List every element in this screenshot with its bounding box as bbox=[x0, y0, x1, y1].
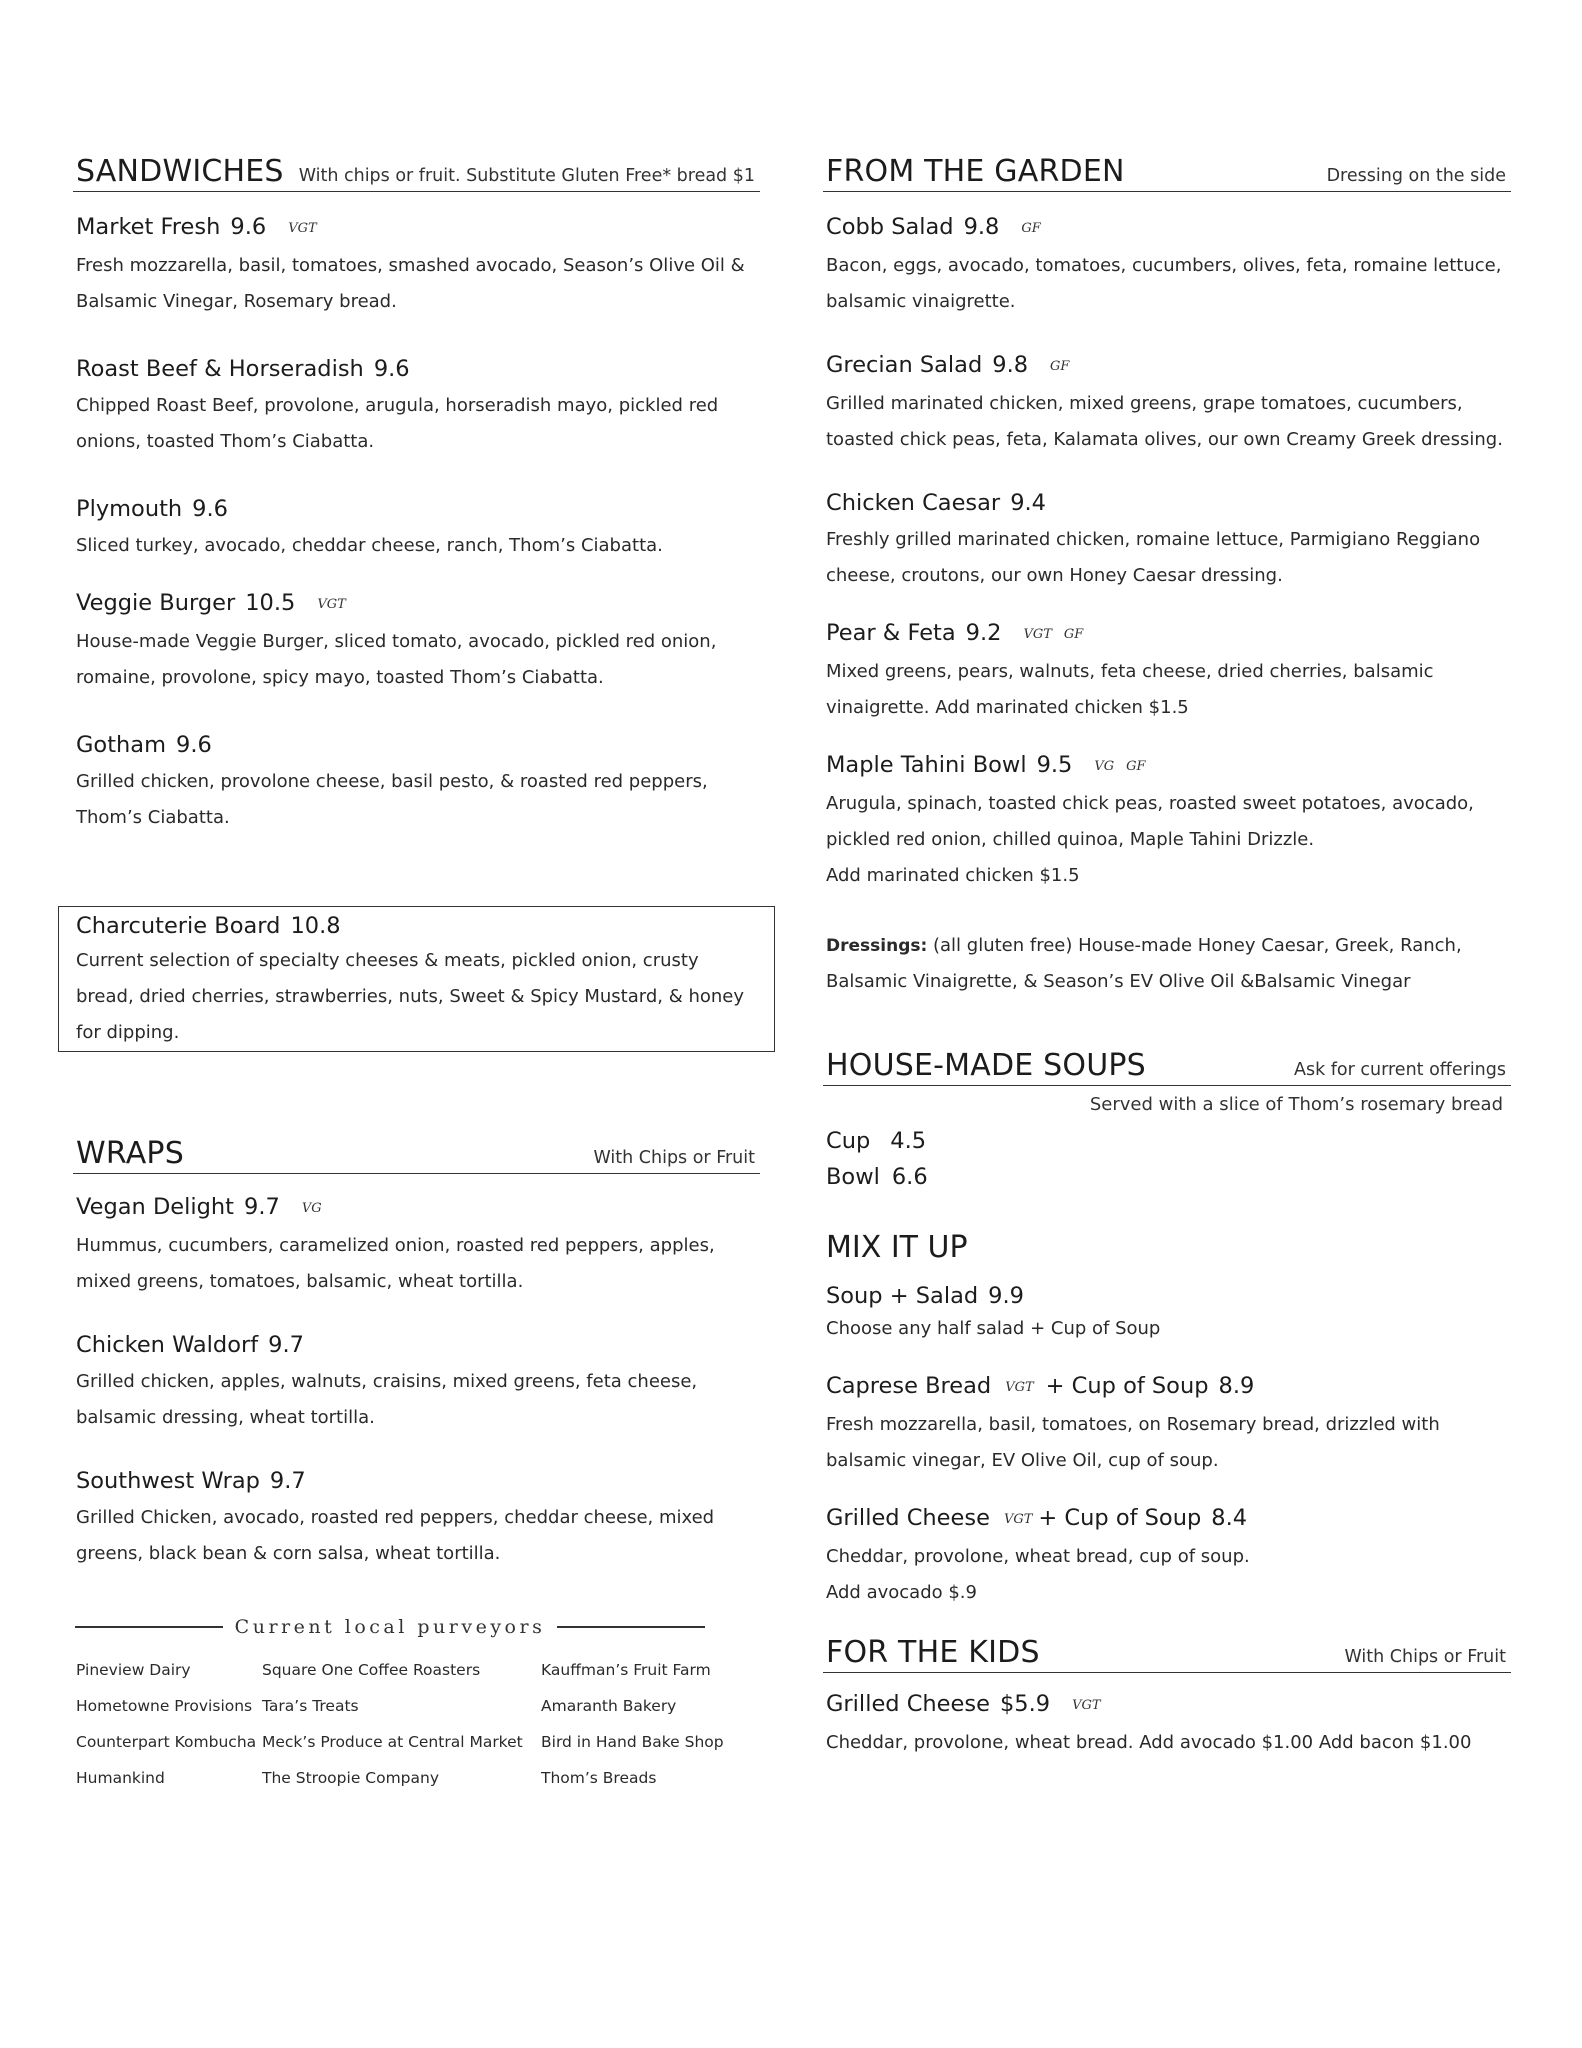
item-price: 9.8 bbox=[992, 352, 1029, 378]
purveyors-title: Current local purveyors bbox=[234, 1616, 546, 1638]
menu-item bbox=[76, 1330, 760, 1436]
item-description: Arugula, spinach, toasted chick peas, roasted sweet potatoes, avocado, pickled red onion, chilled quinoa, Maple Tahini Drizzle. bbox=[826, 793, 1474, 850]
kids-header bbox=[823, 1631, 1511, 1673]
item-price: 8.4 bbox=[1211, 1505, 1248, 1531]
item-price: 10.5 bbox=[245, 590, 296, 616]
item-name: Soup + Salad bbox=[826, 1283, 979, 1309]
item-addon: Add avocado $.9 bbox=[826, 1582, 977, 1603]
item-description: Fresh mozzarella, basil, tomatoes, smashed avocado, Season’s Olive Oil & Balsamic Vinegar, Rosemary bread. bbox=[76, 255, 745, 312]
item-price: 9.4 bbox=[1010, 490, 1046, 516]
item-price: 9.6 bbox=[373, 356, 410, 382]
item-name: Chicken Waldorf bbox=[76, 1332, 259, 1358]
menu-item bbox=[826, 350, 1511, 458]
item-name: Southwest Wrap bbox=[76, 1468, 260, 1494]
purveyor: Pineview Dairy bbox=[76, 1661, 191, 1679]
dressings-note bbox=[826, 928, 1511, 1000]
purveyor: Counterpart Kombucha bbox=[76, 1733, 257, 1751]
item-name: Gotham bbox=[76, 732, 166, 758]
vegetarian-badge-icon: VGT bbox=[288, 221, 317, 236]
item-description: Mixed greens, pears, walnuts, feta cheese, dried cherries, balsamic vinaigrette. Add marinated chicken $1.5 bbox=[826, 661, 1434, 718]
item-description: Freshly grilled marinated chicken, romaine lettuce, Parmigiano Reggiano cheese, croutons, our own Honey Caesar dressing. bbox=[826, 529, 1481, 586]
soup-size-label: Cup bbox=[826, 1128, 871, 1154]
item-name: Grilled Cheese bbox=[826, 1691, 990, 1717]
item-name: Market Fresh bbox=[76, 214, 221, 240]
item-name: Veggie Burger bbox=[76, 590, 236, 616]
item-name: Plymouth bbox=[76, 496, 183, 522]
charcuterie-box bbox=[58, 906, 775, 1052]
vegetarian-badge-icon: VGT bbox=[1072, 1698, 1101, 1713]
menu-item bbox=[826, 618, 1511, 726]
item-description: Cheddar, provolone, wheat bread. Add avocado $1.00 Add bacon $1.00 bbox=[826, 1732, 1472, 1753]
vegetarian-badge-icon: VGT bbox=[1005, 1380, 1034, 1395]
purveyors-list bbox=[76, 1652, 760, 1796]
item-description: House-made Veggie Burger, sliced tomato, avocado, pickled red onion, romaine, provolone, spicy mayo, toasted Thom’s Ciabatta. bbox=[76, 631, 717, 688]
menu-item bbox=[76, 354, 760, 460]
item-price: 9.6 bbox=[192, 496, 228, 522]
item-description: Grilled Chicken, avocado, roasted red peppers, cheddar cheese, mixed greens, black bean & corn salsa, wheat tortilla. bbox=[76, 1507, 715, 1564]
section-title: FROM THE GARDEN bbox=[826, 154, 1125, 189]
item-price: 9.6 bbox=[176, 732, 212, 758]
purveyors-header bbox=[75, 1616, 705, 1638]
vegetarian-badge-icon: VGT bbox=[317, 597, 346, 612]
soup-size-price: 4.5 bbox=[890, 1128, 927, 1154]
purveyor: Hometowne Provisions bbox=[76, 1697, 253, 1715]
item-suffix: + Cup of Soup bbox=[1038, 1505, 1202, 1531]
section-note: With Chips or Fruit bbox=[593, 1148, 755, 1168]
item-price: 9.9 bbox=[988, 1283, 1024, 1309]
divider bbox=[557, 1626, 705, 1628]
menu-item bbox=[76, 1466, 760, 1572]
menu-item bbox=[76, 494, 760, 564]
section-title: HOUSE-MADE SOUPS bbox=[826, 1048, 1146, 1083]
menu-item bbox=[826, 1503, 1511, 1611]
item-price: $5.9 bbox=[999, 1691, 1051, 1717]
purveyor: Bird in Hand Bake Shop bbox=[541, 1733, 724, 1751]
item-description: Choose any half salad + Cup of Soup bbox=[826, 1318, 1161, 1339]
item-price: 9.7 bbox=[269, 1468, 306, 1494]
soups-header bbox=[823, 1044, 1511, 1086]
menu-item bbox=[826, 1689, 1511, 1761]
purveyor: Tara’s Treats bbox=[262, 1697, 359, 1715]
menu-item bbox=[76, 907, 759, 1051]
item-addon: Add marinated chicken $1.5 bbox=[826, 865, 1080, 886]
gluten-free-badge-icon: GF bbox=[1063, 627, 1084, 642]
item-price: 9.2 bbox=[965, 620, 1002, 646]
section-note: With chips or fruit. Substitute Gluten Free* bread $1 bbox=[298, 166, 755, 186]
soups-served-note: Served with a slice of Thom’s rosemary bread bbox=[1089, 1094, 1503, 1115]
dressings-label: Dressings: bbox=[826, 936, 928, 956]
divider bbox=[75, 1626, 223, 1628]
item-price: 9.5 bbox=[1036, 752, 1073, 778]
vegetarian-badge-icon: VGT bbox=[1023, 627, 1052, 642]
section-title: SANDWICHES bbox=[76, 154, 284, 189]
item-name: Caprese Bread bbox=[826, 1373, 992, 1399]
purveyor: Thom’s Breads bbox=[541, 1769, 657, 1787]
gluten-free-badge-icon: GF bbox=[1126, 759, 1146, 774]
vegetarian-badge-icon: VGT bbox=[1003, 1512, 1033, 1527]
menu-item bbox=[76, 730, 760, 836]
section-note: Ask for current offerings bbox=[1293, 1060, 1506, 1080]
item-description: Chipped Roast Beef, provolone, arugula, horseradish mayo, pickled red onions, toasted Thom’s Ciabatta. bbox=[76, 395, 719, 452]
item-price: 9.7 bbox=[268, 1332, 304, 1358]
item-name: Maple Tahini Bowl bbox=[826, 752, 1027, 778]
soup-sizes bbox=[826, 1123, 1511, 1195]
gluten-free-badge-icon: GF bbox=[1021, 221, 1041, 236]
vegan-badge-icon: VG bbox=[1094, 759, 1115, 774]
purveyor: The Stroopie Company bbox=[262, 1769, 440, 1787]
item-name: Vegan Delight bbox=[76, 1194, 235, 1220]
item-name: Charcuterie Board bbox=[76, 913, 281, 939]
right-column bbox=[823, 150, 1511, 1761]
item-description: Grilled chicken, provolone cheese, basil pesto, & roasted red peppers, Thom’s Ciabatta. bbox=[76, 771, 708, 828]
item-description: Bacon, eggs, avocado, tomatoes, cucumbers, olives, feta, romaine lettuce, balsamic vinaigrette. bbox=[826, 255, 1502, 312]
garden-header bbox=[823, 150, 1511, 192]
left-column bbox=[73, 150, 760, 1796]
item-name: Chicken Caesar bbox=[826, 490, 1001, 516]
purveyor: Meck’s Produce at Central Market bbox=[262, 1733, 523, 1751]
menu-item bbox=[826, 750, 1511, 894]
section-title: WRAPS bbox=[76, 1136, 184, 1171]
menu-item bbox=[826, 1281, 1511, 1347]
menu-item bbox=[826, 488, 1511, 594]
item-name: Pear & Feta bbox=[826, 620, 956, 646]
item-description: Grilled chicken, apples, walnuts, craisins, mixed greens, feta cheese, balsamic dressing, wheat tortilla. bbox=[76, 1371, 698, 1428]
soup-size-label: Bowl bbox=[826, 1164, 880, 1190]
purveyor: Kauffman’s Fruit Farm bbox=[541, 1661, 711, 1679]
menu-item bbox=[826, 212, 1511, 320]
item-description: Current selection of specialty cheeses & meats, pickled onion, crusty bread, dried cherries, strawberries, nuts, Sweet & Spicy Mustard, & honey for dipping. bbox=[76, 950, 745, 1043]
item-price: 9.8 bbox=[963, 214, 1000, 240]
mix-header: MIX IT UP bbox=[826, 1230, 968, 1265]
item-description: Sliced turkey, avocado, cheddar cheese, ranch, Thom’s Ciabatta. bbox=[76, 535, 663, 556]
item-price: 9.7 bbox=[244, 1194, 280, 1220]
vegan-badge-icon: VG bbox=[301, 1201, 322, 1216]
item-name: Roast Beef & Horseradish bbox=[76, 356, 364, 382]
item-price: 9.6 bbox=[230, 214, 267, 240]
soup-size-price: 6.6 bbox=[891, 1164, 928, 1190]
item-description: Hummus, cucumbers, caramelized onion, roasted red peppers, apples, mixed greens, tomatoes, balsamic, wheat tortilla. bbox=[76, 1235, 715, 1292]
menu-item bbox=[76, 1192, 760, 1300]
gluten-free-badge-icon: GF bbox=[1050, 359, 1070, 374]
item-suffix: + Cup of Soup bbox=[1045, 1373, 1209, 1399]
item-name: Grilled Cheese bbox=[826, 1505, 990, 1531]
sandwiches-header bbox=[73, 150, 760, 192]
item-description: Grilled marinated chicken, mixed greens, grape tomatoes, cucumbers, toasted chick peas, feta, Kalamata olives, our own Creamy Greek dressing. bbox=[826, 393, 1503, 450]
section-note: With Chips or Fruit bbox=[1344, 1647, 1506, 1667]
item-description: Fresh mozzarella, basil, tomatoes, on Rosemary bread, drizzled with balsamic vinegar, EV Olive Oil, cup of soup. bbox=[826, 1414, 1440, 1471]
wraps-header bbox=[73, 1132, 760, 1174]
section-note: Dressing on the side bbox=[1326, 166, 1506, 186]
item-price: 8.9 bbox=[1218, 1373, 1255, 1399]
menu-item bbox=[826, 1371, 1511, 1479]
purveyor: Humankind bbox=[76, 1769, 165, 1787]
item-name: Grecian Salad bbox=[826, 352, 983, 378]
item-price: 10.8 bbox=[290, 913, 341, 939]
purveyor: Amaranth Bakery bbox=[541, 1697, 677, 1715]
purveyor: Square One Coffee Roasters bbox=[262, 1661, 481, 1679]
menu-item bbox=[76, 588, 760, 696]
item-name: Cobb Salad bbox=[826, 214, 954, 240]
section-title: FOR THE KIDS bbox=[826, 1635, 1040, 1670]
item-description: Cheddar, provolone, wheat bread, cup of soup. bbox=[826, 1546, 1250, 1567]
dressings-text: (all gluten free) House-made Honey Caesar, Greek, Ranch, Balsamic Vinaigrette, & Season’s EV Olive Oil &Balsamic Vinegar bbox=[826, 935, 1462, 992]
menu-item bbox=[76, 212, 760, 320]
